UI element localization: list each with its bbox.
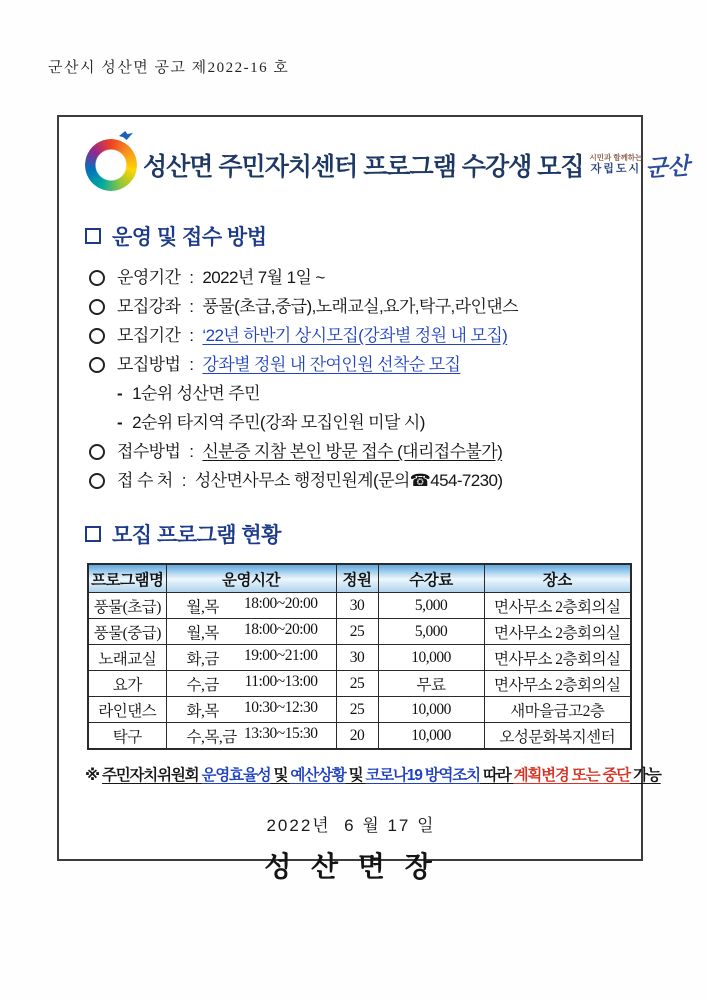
dash-bullet: -	[117, 413, 123, 432]
cell-time	[166, 593, 336, 619]
cell-days: 화,목	[186, 702, 219, 720]
footnote-segment: 가능	[630, 767, 661, 784]
table-row	[88, 593, 631, 619]
list-subitem	[89, 408, 617, 437]
section1-title: 운영 및 접수 방법	[112, 226, 267, 249]
item-value: 풍물(초급,중급),노래교실,요가,탁구,라인댄스	[202, 297, 518, 316]
item-colon: :	[189, 355, 194, 374]
item-colon: :	[189, 326, 194, 345]
cell-place: 새마을금고2층	[484, 697, 631, 723]
cell-program: 풍물(초급)	[88, 593, 166, 619]
cell-fee: 10,000	[378, 645, 484, 671]
footnote-mark: ※	[85, 767, 102, 784]
section-heading-method	[85, 221, 617, 251]
cell-fee: 5,000	[378, 593, 484, 619]
cell-days: 수,금	[186, 676, 219, 694]
bird-icon	[119, 131, 133, 140]
col-header-capacity: 정원	[336, 564, 378, 593]
cell-place: 면사무소 2층회의실	[484, 619, 631, 645]
footnote-segment: 주민자치위원회	[101, 767, 202, 784]
program-table	[87, 563, 632, 750]
footnote-segment: 예산상황	[290, 767, 346, 784]
city-brand-text	[590, 154, 643, 175]
list-subitem	[89, 379, 617, 408]
list-item	[89, 292, 617, 321]
cell-program: 요가	[88, 671, 166, 697]
signature: 성 산 면 장	[264, 851, 438, 882]
circle-bullet-icon	[89, 357, 105, 373]
table-header-row	[88, 564, 631, 593]
footnote-segment: 및	[270, 767, 291, 784]
item-colon: :	[189, 442, 194, 461]
item-value: 2순위 타지역 주민(강좌 모집인원 미달 시)	[132, 413, 425, 432]
square-bullet-icon	[85, 228, 101, 244]
col-header-fee: 수강료	[378, 564, 484, 593]
city-brand-logo	[590, 149, 690, 182]
cell-days: 수,목,금	[186, 728, 237, 746]
footnote-segment: 코로나19 방역조치	[365, 767, 480, 784]
item-value: 1순위 성산면 주민	[132, 384, 260, 403]
cell-fee: 무료	[378, 671, 484, 697]
footnote-segment: 따라	[479, 767, 514, 784]
notice-frame	[57, 115, 691, 882]
brand-city-name: 군산	[644, 151, 691, 183]
cell-capacity: 30	[336, 645, 378, 671]
circle-bullet-icon	[89, 328, 105, 344]
item-value: 신분증 지참 본인 방문 접수 (대리접수불가)	[202, 442, 503, 461]
item-label: 운영기간	[117, 268, 181, 287]
col-header-time: 운영시간	[166, 564, 336, 593]
cell-capacity: 25	[336, 671, 378, 697]
cell-time	[166, 697, 336, 723]
cell-fee: 10,000	[378, 697, 484, 723]
cell-fee: 10,000	[378, 723, 484, 750]
circle-bullet-icon	[89, 444, 105, 460]
brand-tagline: 시민과 함께하는	[589, 153, 643, 163]
method-list	[85, 263, 617, 495]
item-value: 2022년 7월 1일 ~	[202, 268, 325, 287]
circle-bullet-icon	[89, 270, 105, 286]
cell-capacity: 25	[336, 697, 378, 723]
item-label: 접수방법	[117, 442, 181, 461]
cell-program: 노래교실	[88, 645, 166, 671]
col-header-program: 프로그램명	[88, 564, 166, 593]
table-row	[88, 671, 631, 697]
list-item	[89, 466, 617, 495]
cell-hours: 11:00~13:00	[244, 672, 318, 690]
cell-time	[166, 671, 336, 697]
cell-days: 화,금	[186, 650, 219, 668]
square-bullet-icon	[85, 526, 101, 542]
cell-hours: 19:00~21:00	[244, 646, 318, 664]
item-value: ‘22년 하반기 상시모집(강좌별 정원 내 모집)	[202, 326, 508, 345]
circle-bullet-icon	[89, 299, 105, 315]
item-label: 모집방법	[117, 355, 181, 374]
list-item	[89, 437, 617, 466]
page-title: 성산면 주민자치센터 프로그램 수강생 모집	[143, 153, 584, 181]
cell-time	[166, 645, 336, 671]
cell-place: 오성문화복지센터	[484, 723, 631, 750]
item-label: 모집기간	[117, 326, 181, 345]
cell-days: 월,목	[186, 598, 219, 616]
cell-hours: 13:30~15:30	[244, 724, 318, 742]
gunsan-emblem-icon	[85, 139, 137, 191]
notice-date: 2022년 6 월 17 일	[266, 816, 436, 835]
notice-header	[85, 133, 691, 197]
cell-hours: 18:00~20:00	[244, 620, 318, 638]
col-header-place: 장소	[484, 564, 631, 593]
dash-bullet: -	[117, 384, 123, 403]
cell-days: 월,목	[186, 624, 219, 642]
list-item	[89, 321, 617, 350]
footnote-segment: 운영효율성	[201, 767, 271, 784]
cell-program: 탁구	[88, 723, 166, 750]
item-label: 접 수 처	[117, 471, 173, 490]
cell-program: 라인댄스	[88, 697, 166, 723]
cell-place: 면사무소 2층회의실	[484, 593, 631, 619]
item-value: 강좌별 정원 내 잔여인원 선착순 모집	[202, 355, 461, 374]
cell-hours: 18:00~20:00	[244, 594, 318, 612]
cell-program: 풍물(중급)	[88, 619, 166, 645]
table-row	[88, 723, 631, 750]
list-item	[89, 350, 617, 379]
circle-bullet-icon	[89, 473, 105, 489]
cell-capacity: 20	[336, 723, 378, 750]
table-row	[88, 619, 631, 645]
list-item	[89, 263, 617, 292]
item-label: 모집강좌	[117, 297, 181, 316]
cell-place: 면사무소 2층회의실	[484, 645, 631, 671]
item-colon: :	[181, 471, 186, 490]
item-colon: :	[189, 297, 194, 316]
footnote	[85, 763, 661, 785]
footnote-segment: 계획변경 또는 중단	[513, 767, 631, 784]
brand-city-slogan: 자립도시	[590, 162, 642, 175]
cell-capacity: 25	[336, 619, 378, 645]
notice-number: 군산시 성산면 공고 제2022-16 호	[48, 60, 290, 76]
section-heading-programs	[85, 519, 617, 549]
table-row	[88, 645, 631, 671]
section2-title: 모집 프로그램 현황	[112, 524, 281, 547]
cell-fee: 5,000	[378, 619, 484, 645]
cell-time	[166, 619, 336, 645]
footnote-segment: 및	[345, 767, 366, 784]
cell-time	[166, 723, 336, 750]
table-row	[88, 697, 631, 723]
cell-place: 면사무소 2층회의실	[484, 671, 631, 697]
item-value: 성산면사무소 행정민원계(문의☎454-7230)	[194, 471, 503, 490]
cell-capacity: 30	[336, 593, 378, 619]
cell-hours: 10:30~12:30	[244, 698, 318, 716]
item-colon: :	[189, 268, 194, 287]
